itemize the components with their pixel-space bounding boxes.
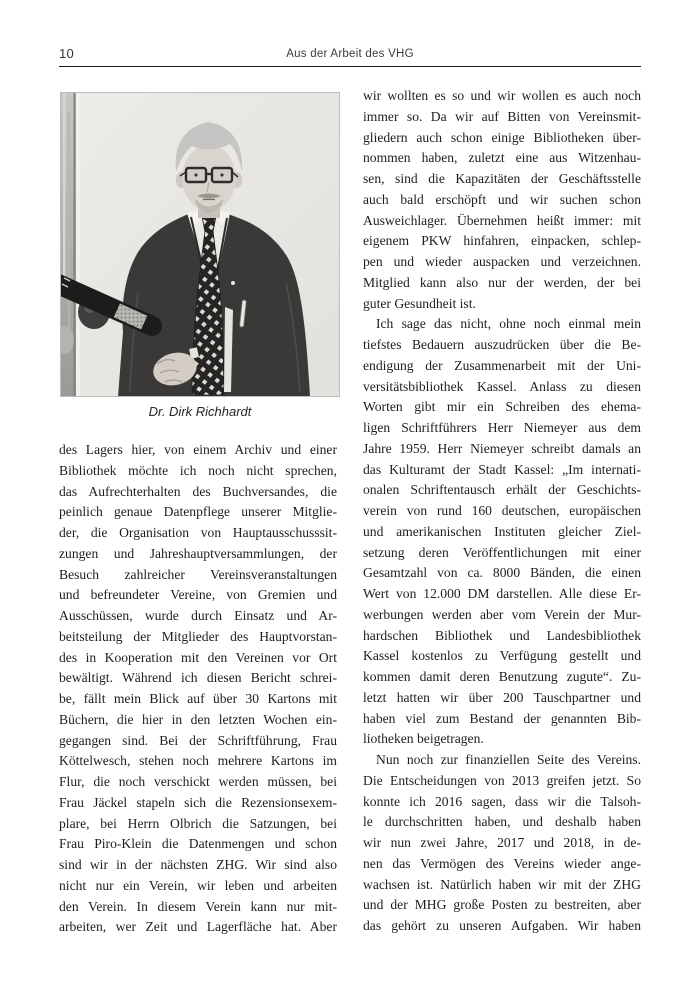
running-head: Aus der Arbeit des VHG [286,48,414,60]
text-line: guter Gesundheit ist. [363,295,476,311]
text-line: haben viel zum Bestand der genannten Bib- [363,710,641,726]
text-line: Die Entscheidungen von 2013 greifen jetzt. So [363,772,641,788]
text-line: Gesamtzahl von ca. 8000 Bänden, die einen [363,565,641,581]
text-line: auch bald erschöpft und wir suchen schon [363,191,641,207]
portrait-photo [60,92,340,397]
text-line: nommen haben, zuletzt eine aus Witzenhau- [363,150,641,166]
text-line: nen das Vermögen des Vereins wieder ange- [363,855,641,871]
text-line: Kassel kostenlos zu Verfügung gestellt und [363,648,641,664]
text-line: Mitglied kann also nur der werden, der bei [363,274,641,290]
text-line: Nun noch zur finanziellen Seite des Vereins. [376,752,641,767]
lapel-pin [231,281,235,285]
text-line: des in Kooperation mit den Vereinen vor Ort [59,649,337,665]
text-line: eigenem PKW hinfahren, einpacken, schlep- [363,233,641,249]
photo-caption: Dr. Dirk Richhardt [148,404,252,419]
text-line: le durchschritten haben, und deshalb haben [363,814,641,830]
header-rule [59,66,641,67]
right-text-column [363,86,641,937]
text-line: plare, bei Herrn Olbrich die Satzungen, bei [59,815,337,831]
text-line: pen und wieder auspacken und verzeichnen. [363,254,641,269]
text-line: zungen und Jahreshauptversammlungen, der [59,545,337,561]
text-line: wir wollten es so und wir wollen es auch noch [363,88,641,103]
text-line: Ausschüssen, wurde durch Einsatz und Ar- [59,608,337,623]
text-line: Besuch zahlreicher Vereinsveranstaltungen [59,566,337,582]
text-line: Jahre 1959. Herr Niemeyer schreibt damals an [363,440,641,456]
text-line: Ausweichlager. Übernehmen heißt immer: mit [363,212,641,228]
text-line: gegangen sind. Bei der Schriftführung, Frau [59,732,337,748]
text-line: der, die Organisation von Hauptausschusssit- [59,525,337,540]
text-line: werbungen werden aber vom Verein der Mur- [363,606,641,622]
text-line: tiefstes Bedauern auszudrücken über die Be- [363,337,641,352]
text-line: setzung deren Veröffentlichungen mit einer [363,544,641,560]
text-line: wachsen ist. Natürlich haben wir mit der ZHG [363,876,641,892]
text-line: Bibliothek möchte ich noch nicht sprechen, [59,462,337,478]
text-line: das Kulturamt der Stadt Kassel: „Im internati- [363,461,641,477]
text-line: Worten gibt mir ein Schreiben des ehema- [363,399,641,415]
text-line: versitätsbibliothek Kassel. Anlass zu diesen [363,378,641,394]
text-line: Frau Jäckel stapeln sich die Rezensionsexem- [59,794,337,810]
text-line: immer so. Da wir auf Bitten von Vereinsmit- [363,108,641,124]
text-line: peinlich genaue Datenpflege unserer Mitglie- [59,504,337,520]
text-line: bewältigt. Während ich diesen Bericht schrei- [59,670,337,686]
text-line: Büchern, die hier in den letzten Wochen ein- [59,711,337,727]
text-line: Flur, die noch verschickt werden müssen, bei [59,774,337,789]
text-line: und der MHG große Posten zu bestreiten, aber [363,897,641,913]
text-line: verein von rund 160 deutschen, europäischen [363,503,641,518]
text-line: und amerikanischen Instituten gleicher Ziel- [363,523,641,539]
text-line: onalen Schriftentausch erhält der Geschichts- [363,482,641,498]
text-line: beitsteilung der Mitglieder des Hauptvorstan- [59,628,337,644]
text-line: letzt hatten wir über 200 Tauschpartner und [363,689,641,705]
text-line: nicht nur ein Verein, wir leben und arbeiten [59,877,337,893]
text-line: das Aufrechterhalten des Buchversandes, die [59,483,337,499]
text-line: kommen damit deren Benutzung zugute“. Zu- [363,669,641,684]
page-number: 10 [59,46,75,61]
text-line: wir nun zwei Jahre, 2017 und 2018, in de- [363,835,641,850]
text-line: Köttelwesch, stehen noch mehrere Kartons im [59,753,337,769]
text-line: be, fällt mein Blick auf über 30 Kartons mit [59,691,337,706]
text-line: Ich sage das nicht, ohne noch einmal mein [376,316,641,332]
left-text-column [59,440,337,938]
text-line: den Verein. In diesem Verein kann nur mit- [59,898,337,914]
text-line: und befreundeter Vereine, von Gremien und [59,587,337,603]
text-line: Frau Piro-Klein die Datenmengen und schon [59,836,337,852]
text-line: konnte ich 2016 sagen, dass wir die Talsoh- [363,793,641,809]
text-line: das gehört zu unseren Aufgaben. Wir haben [363,918,641,933]
text-line: Wert von 12.000 DM darstellen. Alle diese Er- [363,586,641,601]
text-line: hardschen Bibliothek und Landesbibliothek [363,627,641,643]
portrait-photo-illustration [60,92,340,397]
text-line: sind wir in der nächsten ZHG. Wir sind also [59,857,337,872]
text-line: des Lagers hier, von einem Archiv und einer [59,442,337,457]
text-line: gliedern auch schon einige Bibliotheken über- [363,129,641,145]
text-line: liotheken beigetragen. [363,731,484,747]
text-line: sen, sind die Kapazitäten der Geschäftsstelle [363,171,641,186]
text-line: endigung der Zusammenarbeit mit der Uni- [363,357,641,373]
text-line: arbeiten, wer Zeit und Lagerfläche hat. Aber [59,919,337,935]
text-line: ligen Schriftführers Herr Niemeyer aus dem [363,420,641,435]
